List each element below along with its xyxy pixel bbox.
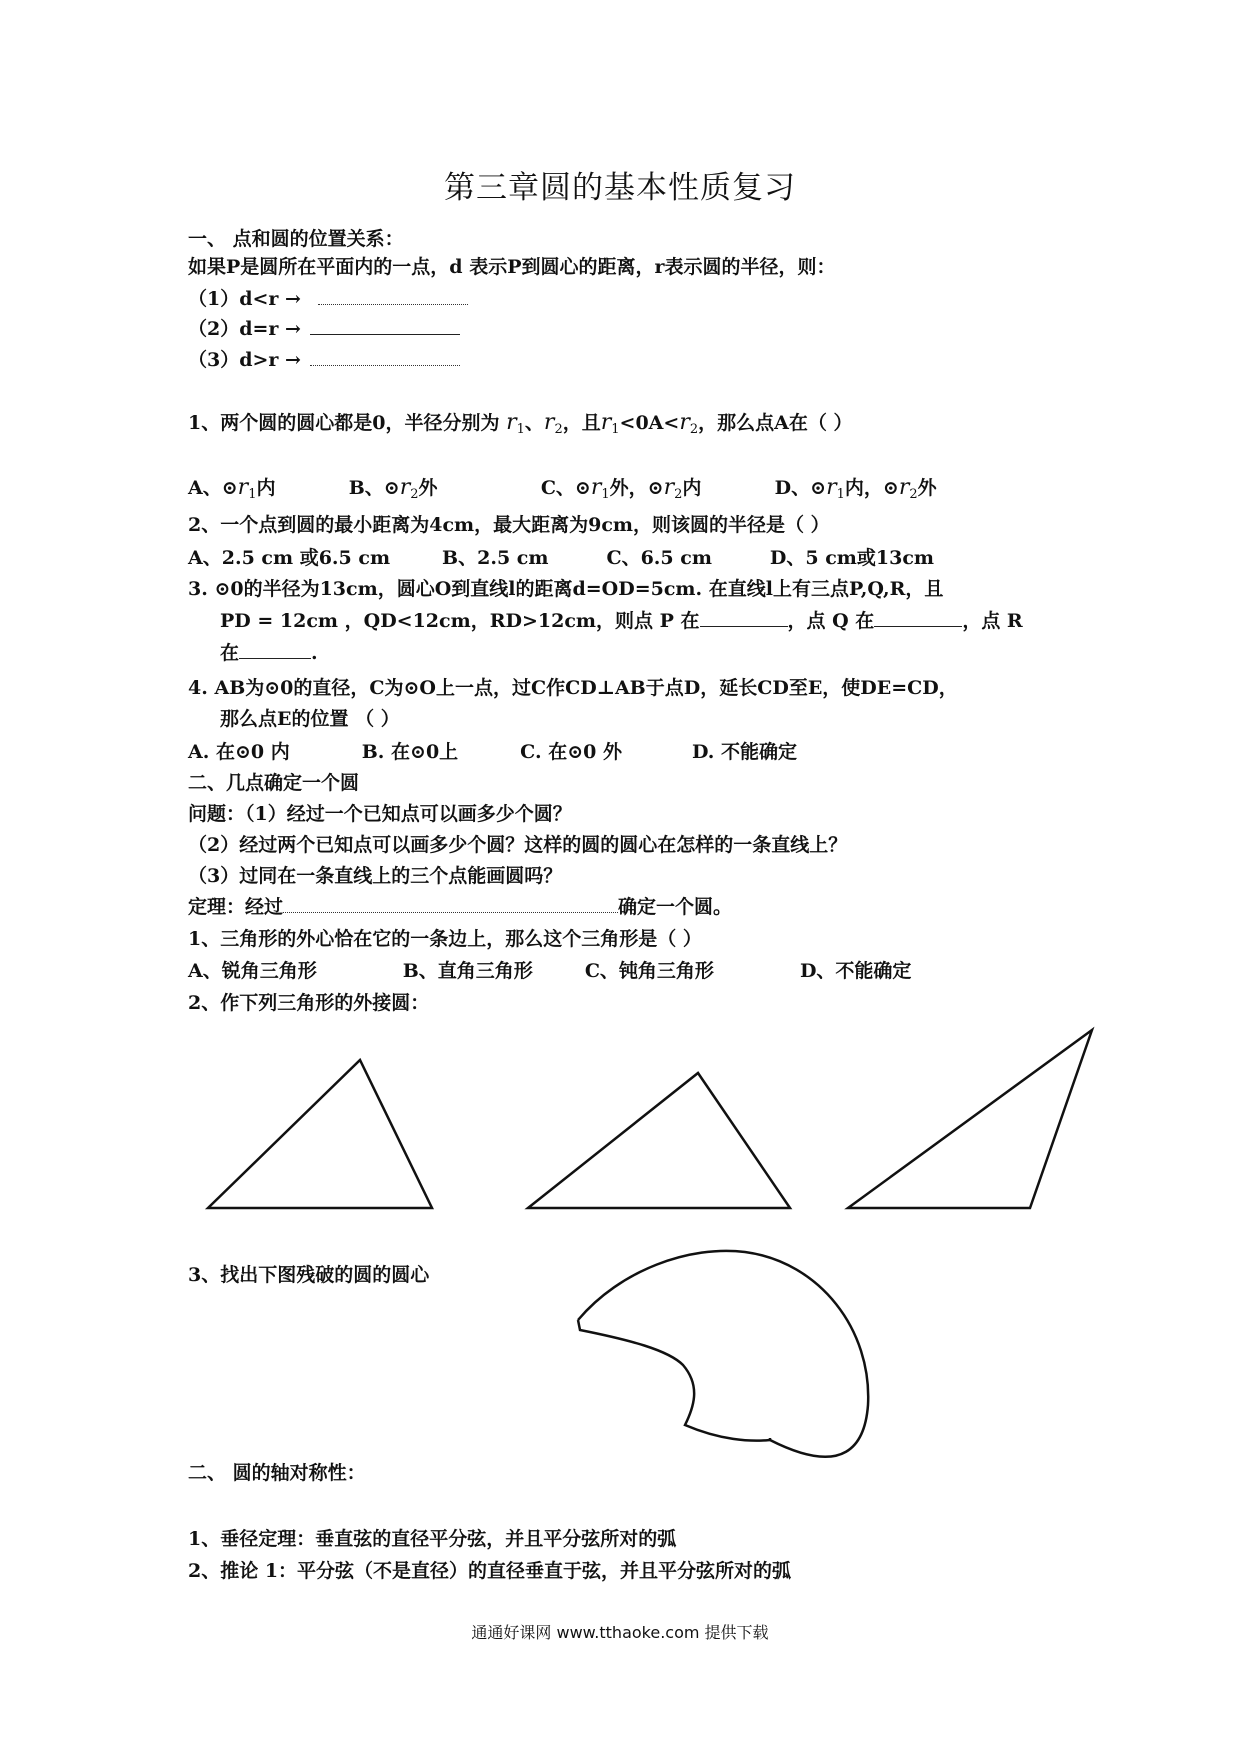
- theorem-text: 确定一个圆。: [618, 896, 733, 918]
- broken-circle-arc[interactable]: [578, 1251, 868, 1457]
- option-d[interactable]: D、5 cm或13cm: [769, 547, 935, 569]
- problem-3-stem: 3、找出下图残破的圆的圆心: [188, 1264, 430, 1286]
- r-symbol: r: [506, 410, 517, 435]
- page-title: 第三章圆的基本性质复习: [444, 170, 796, 206]
- option-b[interactable]: B、$⊙r_2$外: [348, 475, 438, 502]
- option-d[interactable]: D、$⊙r_1$内，$⊙r_2$外: [774, 475, 937, 502]
- option-d[interactable]: D. 不能确定: [691, 741, 797, 763]
- option-b[interactable]: B、直角三角形: [402, 960, 533, 982]
- question-3-text: ，点 R: [962, 610, 1023, 632]
- triangle-obtuse[interactable]: [848, 1030, 1092, 1208]
- option-d[interactable]: D、不能确定: [799, 960, 912, 982]
- theorem-2: 2、推论 1：平分弦（不是直径）的直径垂直于弦，并且平分弦所对的弧: [188, 1560, 792, 1582]
- relation-item-3-label: （3）d>r →: [188, 349, 301, 371]
- option-c[interactable]: C、钝角三角形: [584, 960, 714, 982]
- option-b[interactable]: B. 在⊙0上: [361, 741, 459, 763]
- question-1-text: ，且: [562, 412, 601, 434]
- subscript: 2: [554, 422, 563, 437]
- section-intro: 如果P是圆所在平面内的一点，d 表示P到圆心的距离，r表示圆的半径，则：: [188, 256, 836, 278]
- question-1-text: <0A<: [619, 412, 680, 434]
- r-symbol: r: [600, 410, 612, 435]
- option-b[interactable]: B、2.5 cm: [442, 547, 549, 569]
- problem-1-stem: 1、三角形的外心恰在它的一条边上，那么这个三角形是（ ）: [188, 928, 702, 950]
- question-2-stem: 2、一个点到圆的最小距离为4cm，最大距离为9cm，则该圆的半径是（ ）: [188, 514, 830, 536]
- question-4-line-2: 那么点E的位置 （ ）: [220, 708, 400, 730]
- r-symbol: r: [543, 410, 555, 435]
- broken-circle-inner-curve[interactable]: [578, 1320, 770, 1441]
- relation-item-1-label: （1）d<r →: [188, 288, 301, 310]
- r-symbol: r: [679, 410, 690, 435]
- question-3-text: ，点 Q 在: [787, 610, 875, 632]
- option-a[interactable]: A、$⊙r_1$内: [188, 475, 276, 502]
- question-a: 问题：（1）经过一个已知点可以画多少个圆？: [188, 803, 572, 825]
- separator: 、: [524, 412, 544, 434]
- subscript: 1: [611, 422, 620, 437]
- option-c[interactable]: C. 在⊙0 外: [520, 741, 622, 763]
- theorem-text: 定理：经过: [188, 896, 284, 918]
- theorem-1: 1、垂径定理：垂直弦的直径平分弦，并且平分弦所对的弧: [188, 1528, 677, 1550]
- triangle-acute[interactable]: [208, 1060, 432, 1208]
- question-1-text: 1、两个圆的圆心都是0，半径分别为: [188, 412, 500, 434]
- subscript: 1: [516, 422, 525, 437]
- triangle-right[interactable]: [528, 1073, 790, 1208]
- question-c: （3）过同在一条直线上的三个点能画圆吗？: [188, 865, 563, 887]
- question-3-line-1: 3. ⊙0的半径为13cm，圆心O到直线l的距离d=OD=5cm. 在直线l上有三点P,Q,R，且: [188, 578, 944, 600]
- question-3-text: 在: [220, 642, 240, 664]
- relation-item-2-label: （2）d=r →: [188, 318, 301, 340]
- problem-2-stem: 2、作下列三角形的外接圆：: [188, 992, 430, 1014]
- question-1-text: ，那么点A在（ ）: [698, 412, 853, 434]
- option-c[interactable]: C、6.5 cm: [606, 547, 712, 569]
- question-3-text: .: [311, 642, 318, 664]
- section-heading-point-circle: 一、 点和圆的位置关系：: [188, 228, 404, 250]
- footer-credit: 通通好课网 www.tthaoke.com 提供下载: [471, 1623, 769, 1642]
- section-heading-axis-symmetry: 二、 圆的轴对称性：: [188, 1462, 366, 1484]
- question-4-line-1: 4. AB为⊙0的直径，C为⊙O上一点，过C作CD⊥AB于点D，延长CD至E，使DE=CD，: [188, 677, 958, 699]
- question-3-text: PD = 12cm ，QD<12cm，RD>12cm，则点 P 在: [220, 610, 700, 632]
- option-a[interactable]: A、锐角三角形: [188, 960, 317, 982]
- section-heading-determine-circle: 二、几点确定一个圆: [188, 772, 360, 794]
- option-c[interactable]: C、$⊙r_1$外，$⊙r_2$内: [540, 475, 702, 502]
- question-b: （2）经过两个已知点可以画多少个圆？这样的圆的圆心在怎样的一条直线上？: [188, 834, 848, 856]
- subscript: 2: [689, 422, 699, 437]
- option-a[interactable]: A. 在⊙0 内: [188, 741, 290, 763]
- option-a[interactable]: A、2.5 cm 或6.5 cm: [188, 547, 391, 569]
